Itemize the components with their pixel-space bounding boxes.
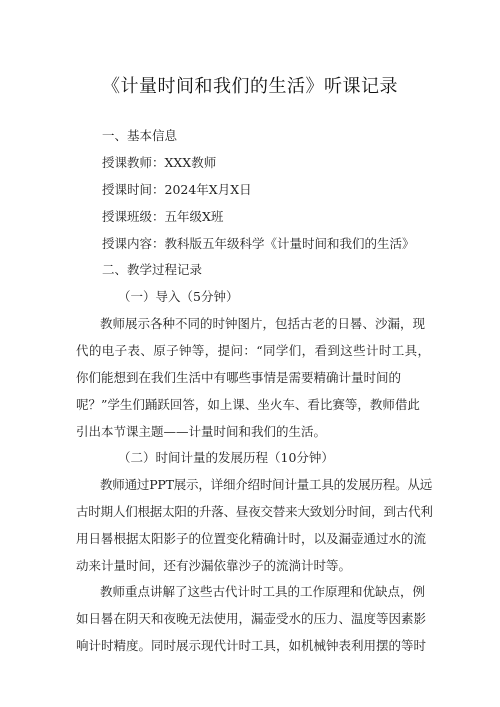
paragraph-line: 呢？”学生们踊跃回答，如上课、坐火车、看比赛等，教师借此 [76, 397, 420, 412]
section-heading-process: 二、教学过程记录 [102, 262, 203, 277]
paragraph-line: 引出本节课主题——计量时间和我们的生活。 [76, 424, 327, 439]
paragraph-line: 如日晷在阴天和夜晚无法使用，漏壶受水的压力、温度等因素影 [76, 611, 427, 626]
paragraph-line: 教师重点讲解了这些古代计时工具的工作原理和优缺点，例 [100, 584, 426, 599]
paragraph-line: 动来计量时间，还有沙漏依靠沙子的流淌计时等。 [76, 558, 352, 573]
info-date: 授课时间：2024年X月X日 [102, 182, 252, 197]
paragraph-line: 代的电子表、原子钟等，提问：“同学们，看到这些计时工具， [76, 343, 430, 358]
info-content: 授课内容：教科版五年级科学《计量时间和我们的生活》 [102, 236, 415, 251]
info-teacher: 授课教师：XXX教师 [102, 155, 217, 170]
subheading-intro: （一）导入（5分钟） [118, 289, 239, 304]
paragraph-line: 教师展示各种不同的时钟图片，包括古老的日晷、沙漏，现 [100, 316, 426, 331]
info-class: 授课班级：五年级X班 [102, 209, 224, 224]
paragraph-line: 古时期人们根据太阳的升落、昼夜交替来大致划分时间，到古代利 [76, 504, 433, 519]
paragraph-line: 响计时精度。同时展示现代计时工具，如机械钟表利用摆的等时 [76, 638, 427, 653]
section-heading-basic-info: 一、基本信息 [102, 128, 178, 143]
subheading-history: （二）时间计量的发展历程（10分钟） [118, 450, 334, 465]
paragraph-line: 教师通过PPT展示，详细介绍时间计量工具的发展历程。从远 [100, 477, 433, 492]
paragraph-line: 你们能想到在我们生活中有哪些事情是需要精确计量时间的 [76, 370, 402, 385]
paragraph-line: 用日晷根据太阳影子的位置变化精确计时，以及漏壶通过水的流 [76, 531, 427, 546]
document-title: 《计量时间和我们的生活》听课记录 [102, 76, 398, 97]
